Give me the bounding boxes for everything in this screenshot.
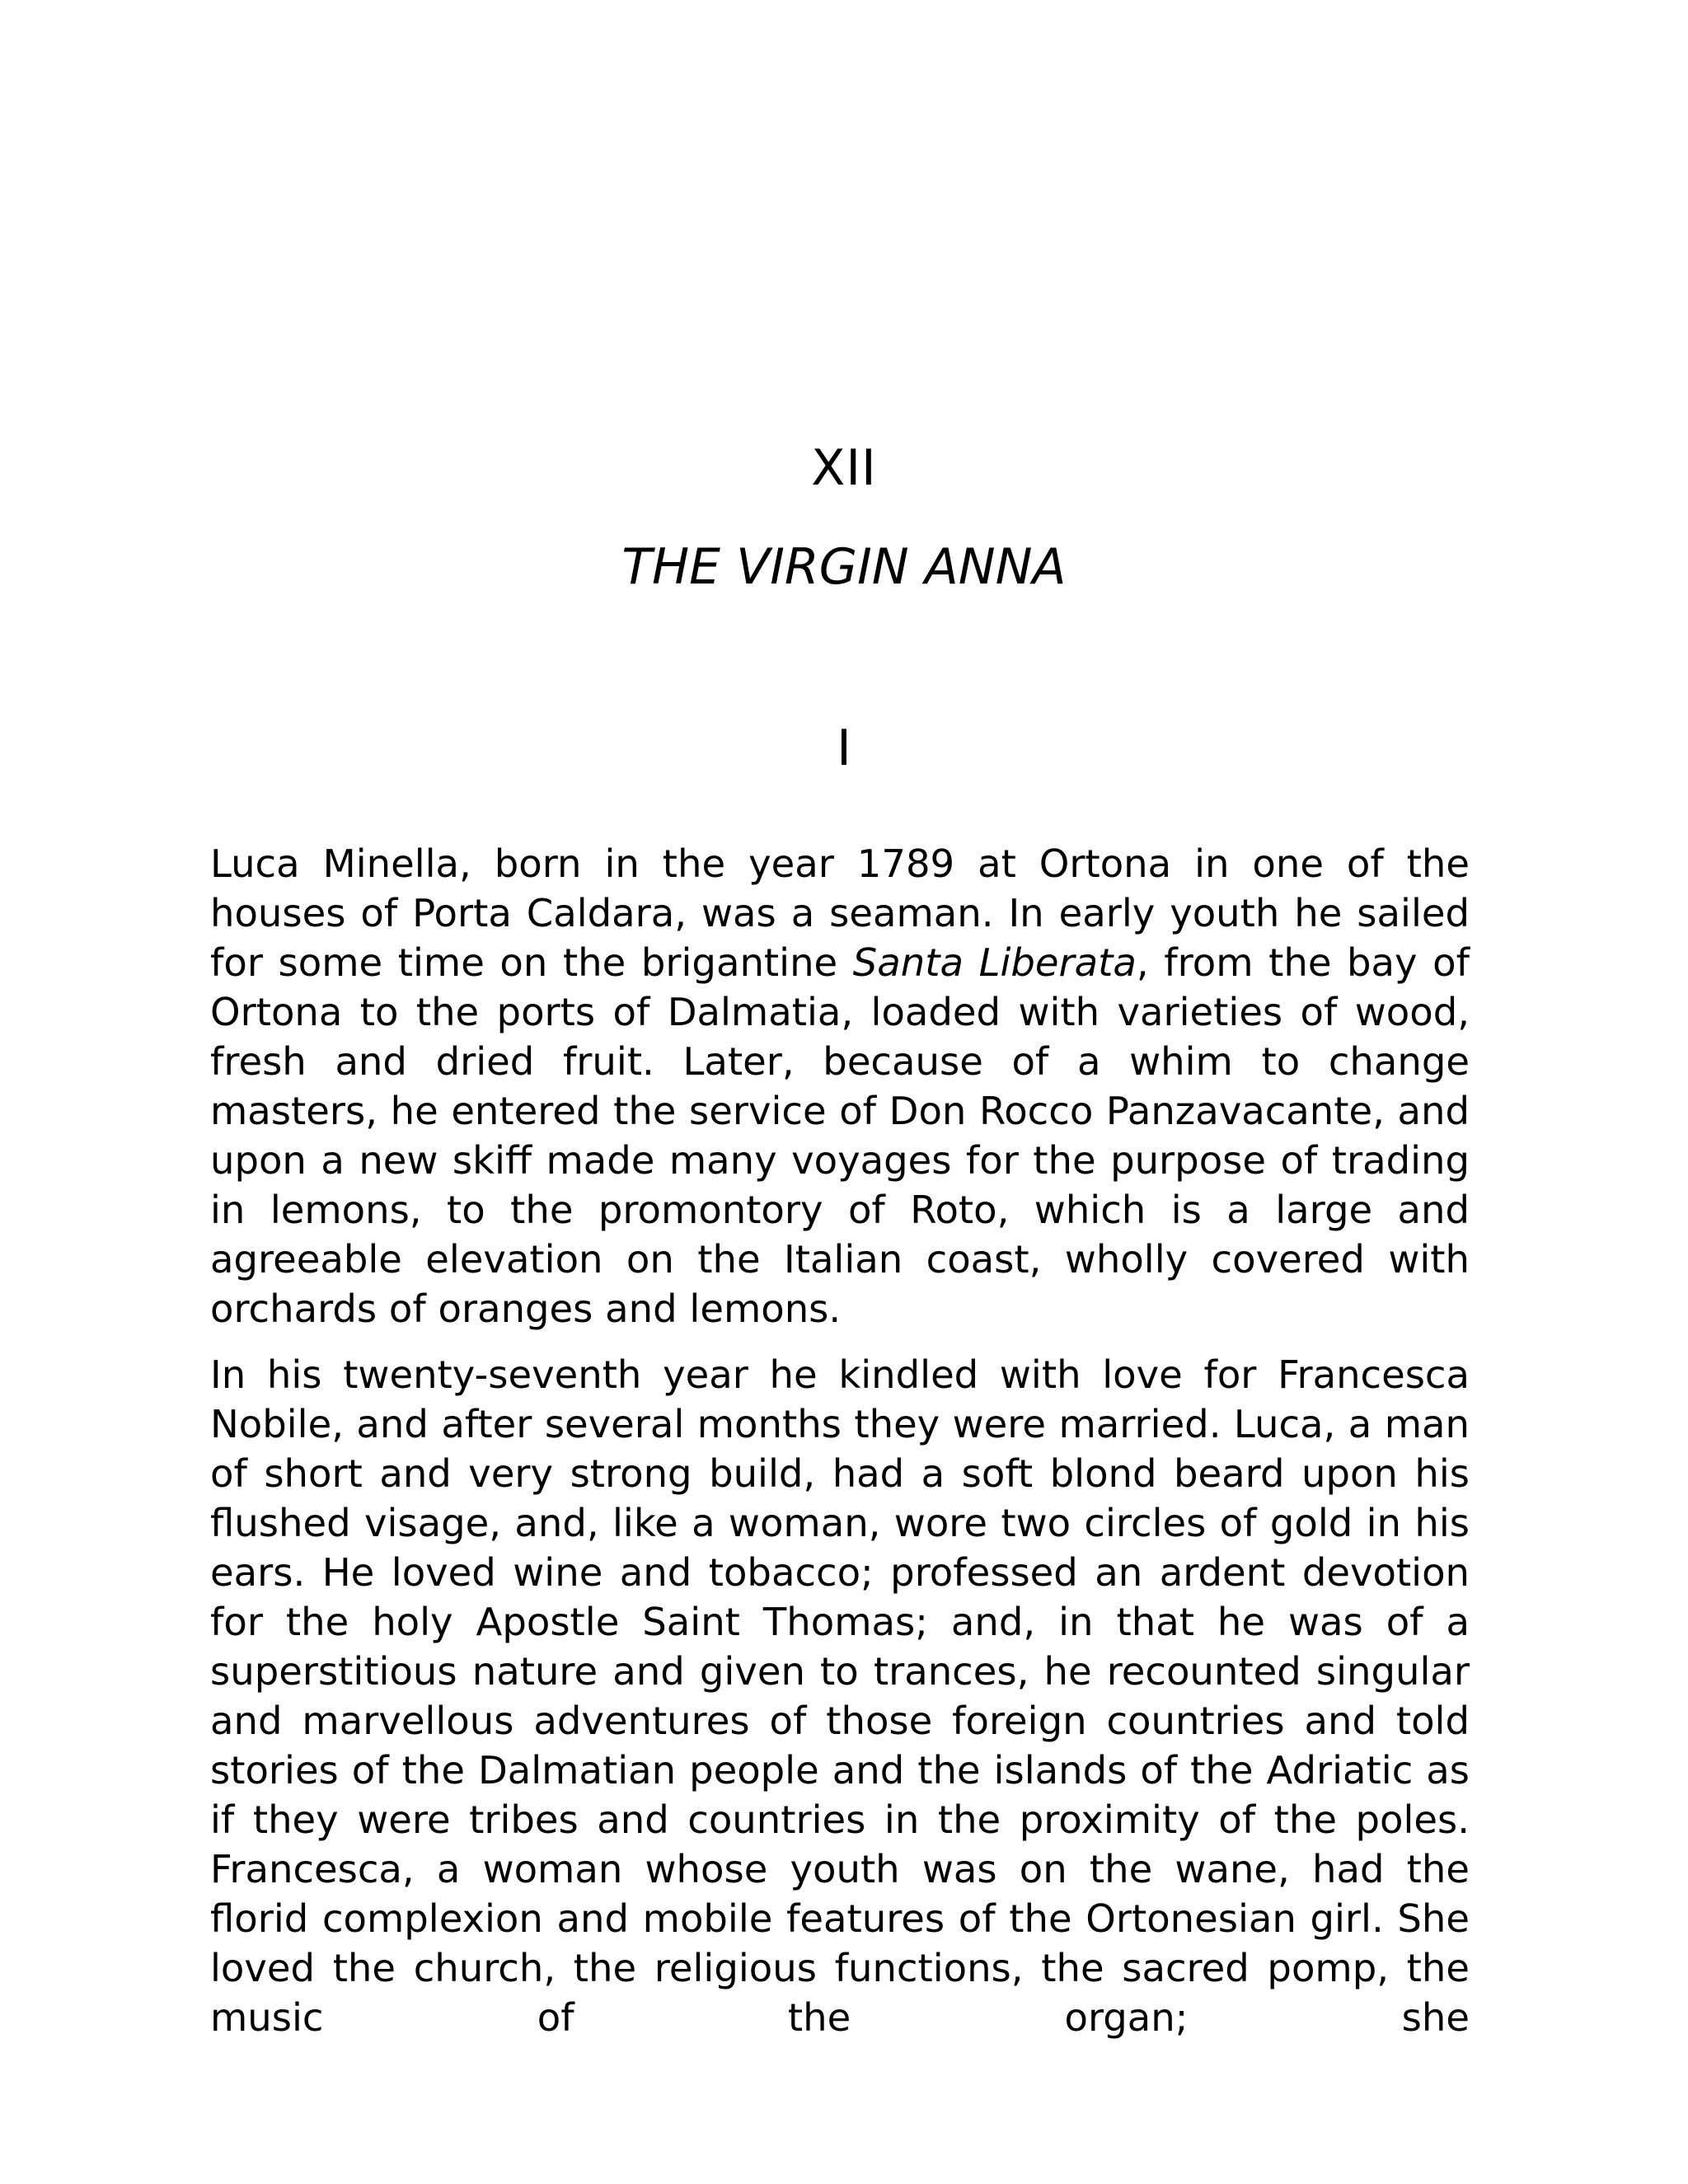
paragraph-2: In his twenty-seventh year he kindled with love for Francesca Nobile, and after several months they were married. Luca, a man of short and very strong build, had a soft blond beard upon his flushed visage, and, like a woman, wore two circles of gold in his ears. He loved wine and tobacco; professed an ardent devotion for the holy Apostle Saint Thomas; and, in that he was of a superstitious nature and given to trances, he recounted singular and marvellous adventures of those foreign countries and told stories of the Dalmatian people and the islands of the Adriatic as if they were tribes and countries in the proximity of the poles. Francesca, a woman whose youth was on the wane, had the florid complexion and mobile features of the Ortonesian girl. She loved the church, the religious functions, the sacred pomp, the music of the organ; she [210, 1352, 1470, 2040]
paragraph-1-text-before: Luca Minella, born in the year 1789 at Ortona in one of the houses of Porta Caldara, was a seaman. In early youth he sailed for some time on the brigantine [210, 841, 1470, 985]
paragraph-1 [210, 839, 1470, 1333]
section-number: I [837, 719, 851, 777]
body-text [210, 839, 1470, 2059]
chapter-title: THE VIRGIN ANNA [621, 538, 1067, 596]
ship-name: Santa Liberata [852, 940, 1137, 985]
chapter-number: XII [811, 439, 877, 497]
paragraph-1-text-after: , from the bay of Ortona to the ports of Dalmatia, loaded with varieties of wood, fresh and dried fruit. Later, because of a whim to change masters, he entered the service of Don Rocco Panzavacante, and upon a new skiff made many voyages for the purpose of trading in lemons, to the promontory of Roto, which is a large and agreeable elevation on the Italian coast, wholly covered with orchards of oranges and lemons. [210, 940, 1470, 1331]
